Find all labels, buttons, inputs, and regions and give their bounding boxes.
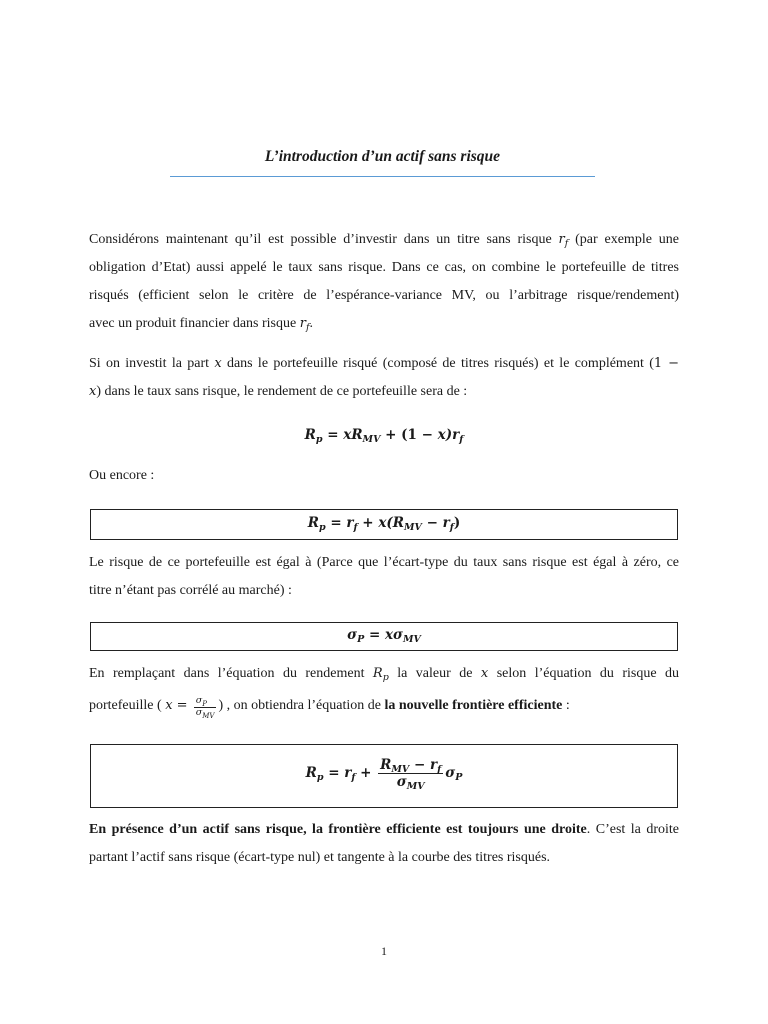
text-run: Considérons maintenant qu’il est possible d’investir dans un titre sans risque — [89, 232, 559, 247]
text-line — [89, 356, 679, 372]
equation-risk — [91, 627, 677, 643]
math-one-minus: 1 − — [653, 356, 679, 371]
equation-frontier — [91, 757, 677, 793]
text-run: ) , on obtiendra l’équation de — [218, 697, 385, 713]
math-symbol: r — [344, 765, 352, 782]
document-title: L’introduction d’un actif sans risque — [264, 148, 501, 165]
math-x: x — [480, 666, 489, 681]
text-line: partant l’actif sans risque (écart-type nul) et tangente à la courbe des titres risqués. — [89, 850, 551, 865]
math-operator: = x — [364, 627, 394, 643]
title-underline — [170, 176, 595, 177]
text-run-bold: En présence d’un actif sans risque, la frontière efficiente est toujours une droite — [89, 822, 587, 837]
text-run: (par exemple une — [568, 232, 679, 247]
math-x: x — [214, 356, 222, 371]
equation-return-alt — [91, 515, 677, 531]
math-subscript: MV — [362, 434, 381, 445]
math-symbol: σ — [396, 774, 407, 791]
math-subscript: p — [319, 522, 326, 533]
math-operator: = — [325, 515, 347, 531]
text-run: portefeuille ( — [89, 697, 166, 713]
math-symbol: r — [442, 515, 450, 531]
math-subscript: p — [316, 772, 324, 784]
math-symbol: r — [299, 316, 306, 331]
math-subscript: p — [382, 672, 389, 683]
math-symbol: xR — [343, 427, 363, 443]
text-run: selon l’équation du risque du — [488, 666, 680, 681]
fraction — [378, 757, 443, 793]
math-operator: + ( — [380, 427, 408, 443]
math-symbol: σ — [195, 695, 203, 706]
math-subscript: MV — [391, 764, 410, 775]
math-subscript: MV — [404, 522, 422, 533]
math-operator: = — [172, 697, 192, 713]
math-x: x — [165, 697, 173, 713]
math-symbol: r — [430, 757, 438, 773]
text-run: . C’est la droite — [586, 822, 679, 837]
math-subscript: MV — [202, 711, 215, 720]
text-run: Si on investit la part — [89, 356, 215, 371]
math-symbol: R — [372, 666, 383, 681]
text-line — [89, 696, 679, 719]
math-rf — [300, 316, 310, 331]
math-operator: ) — [453, 515, 461, 531]
math-subscript: f — [305, 322, 310, 333]
math-subscript: MV — [406, 781, 425, 793]
text-run: : — [562, 697, 570, 713]
text-run: avec un produit financier dans risque — [89, 316, 300, 331]
fraction-denominator — [194, 708, 217, 719]
math-symbol: R — [304, 427, 316, 443]
math-rf — [559, 232, 569, 247]
math-symbol: r — [558, 232, 565, 247]
text-run: En remplaçant dans l’équation du rendement — [89, 666, 373, 681]
math-subscript: f — [437, 764, 442, 775]
page-number: 1 — [381, 944, 387, 958]
math-symbol: R — [307, 515, 320, 531]
text-line — [89, 316, 679, 332]
math-subscript: P — [455, 772, 463, 784]
math-operator: = — [323, 765, 345, 782]
math-subscript: f — [449, 522, 454, 533]
text-line — [89, 822, 679, 838]
math-operator: − — [409, 757, 431, 773]
fraction-numerator — [378, 757, 443, 774]
math-symbol: R — [380, 757, 392, 773]
text-line: Ou encore : — [89, 468, 155, 483]
equation-box-risk — [90, 622, 678, 651]
text-line: Le risque de ce portefeuille est égal à (Parce que l’écart-type du taux sans risque est égal à zéro, ce — [89, 555, 679, 570]
equation-box-frontier — [90, 744, 678, 808]
math-subscript: MV — [402, 634, 421, 645]
math-symbol: σ — [393, 627, 403, 643]
text-line — [89, 384, 679, 400]
text-line: risqués (efficient selon le critère de l’espérance-variance MV, ou l’arbitrage risque/rendement) — [89, 288, 679, 303]
math-symbol: 1 — [407, 427, 417, 443]
math-subscript: p — [315, 434, 323, 445]
math-x: x — [89, 384, 97, 399]
math-subscript: f — [459, 434, 464, 445]
math-symbol: R — [305, 765, 317, 782]
text-line: titre n’étant pas corrélé au marché) : — [89, 583, 292, 598]
math-operator: + x( — [357, 515, 393, 531]
math-operator: − x) — [416, 427, 453, 443]
equation-return — [89, 427, 679, 443]
text-run-bold: la nouvelle frontière efficiente — [384, 697, 563, 713]
text-line — [89, 232, 679, 248]
text-run: . — [309, 316, 313, 331]
text-line: obligation d’Etat) aussi appelé le taux sans risque. Dans ce cas, on combine le portefeuille de titres — [89, 260, 679, 275]
math-symbol: σ — [347, 627, 358, 643]
text-run: la valeur de — [388, 666, 481, 681]
math-symbol: r — [452, 427, 460, 443]
fraction-denominator — [378, 774, 443, 793]
math-symbol: R — [392, 515, 404, 531]
math-subscript: f — [564, 238, 569, 249]
math-operator: + — [355, 765, 377, 782]
math-symbol: r — [346, 515, 354, 531]
math-subscript: f — [351, 772, 356, 784]
math-subscript: f — [353, 522, 358, 533]
inline-fraction — [194, 696, 217, 719]
text-line — [89, 666, 679, 682]
math-symbol: σ — [445, 765, 456, 782]
math-operator: − — [421, 515, 443, 531]
text-run: dans le portefeuille risqué (composé de titres risqués) et le complément ( — [221, 356, 654, 371]
text-run: ) dans le taux sans risque, le rendement de ce portefeuille sera de : — [96, 384, 468, 399]
math-symbol: σ — [195, 706, 203, 718]
math-rp — [373, 666, 389, 681]
math-subscript: P — [202, 700, 207, 708]
math-subscript: P — [357, 634, 365, 645]
math-operator: = — [322, 427, 344, 443]
equation-box-return — [90, 509, 678, 540]
